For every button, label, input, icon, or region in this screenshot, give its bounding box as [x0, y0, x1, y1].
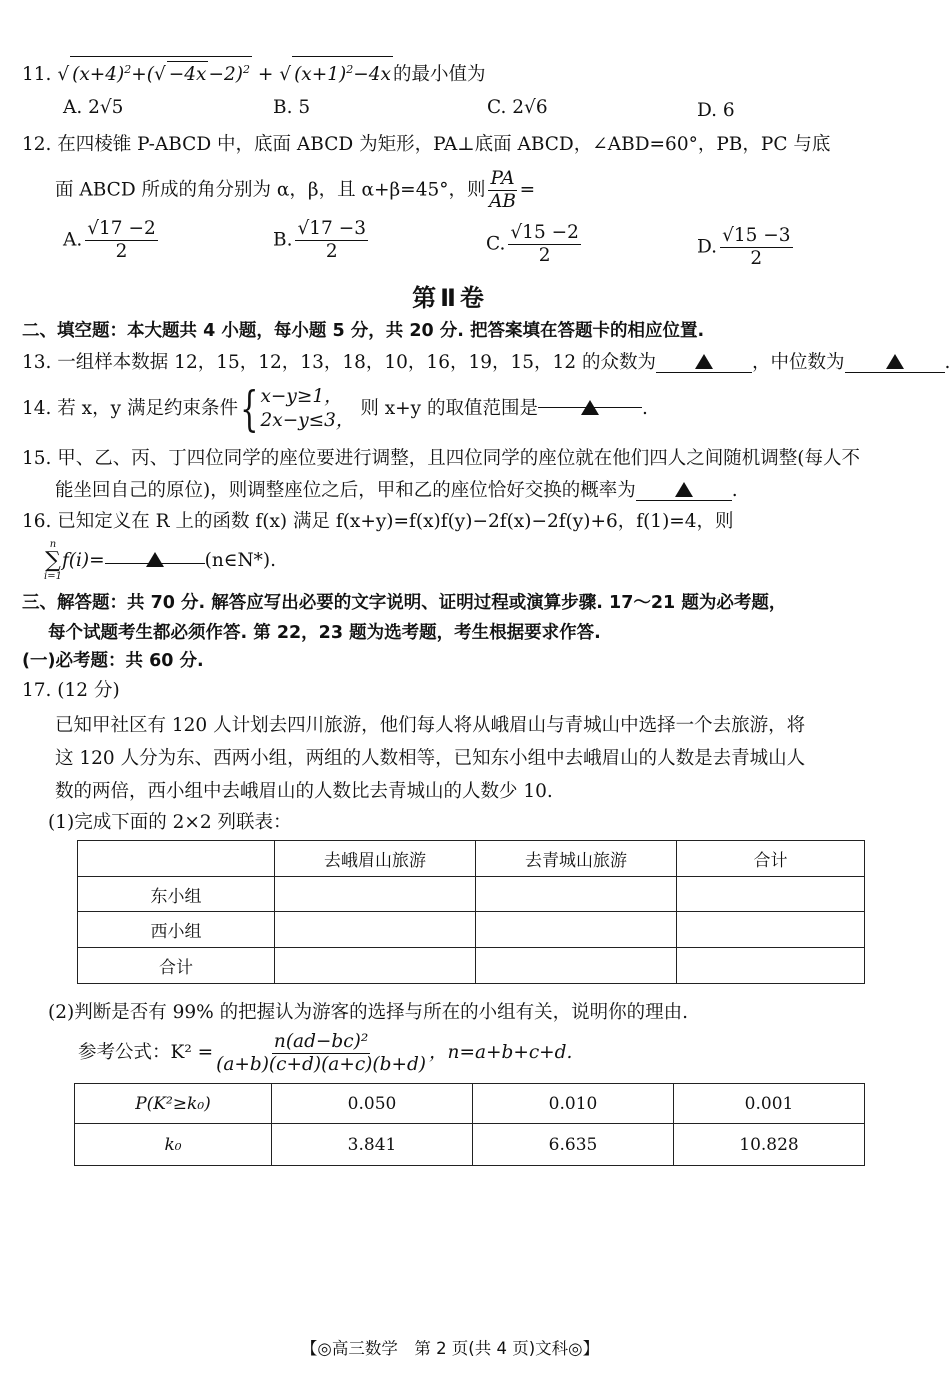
constraint-system: [261, 385, 355, 433]
triangle-icon: [675, 482, 693, 497]
q11-term-7: −4x: [353, 64, 391, 86]
question-17-sub-1: (1)完成下面的 2×2 列联表：: [48, 812, 292, 833]
answer-blank: [636, 478, 732, 501]
table-cell: [677, 912, 865, 948]
option-den: 2: [115, 241, 128, 262]
table-header-cell: 去峨眉山旅游: [275, 841, 476, 877]
answer-blank: [656, 350, 752, 373]
question-16-line-1: 16. 已知定义在 R 上的函数 f(x) 满足 f(x+y)=f(x)f(y)−2f(x)−2f(y)+6，f(1)=4，则: [22, 511, 734, 532]
question-13: [22, 350, 950, 376]
brace-icon: {: [240, 381, 259, 437]
row-label: P(K²≥k₀): [75, 1084, 272, 1124]
option-den: 2: [538, 245, 551, 266]
formula-label: 参考公式：K² =: [78, 1042, 214, 1063]
fill-in-heading: 二、填空题：本大题共 4 小题，每小题 5 分，共 20 分. 把答案填在答题卡的相应位置.: [22, 321, 705, 341]
question-number: 11.: [22, 64, 52, 86]
table-header-cell: 合计: [677, 841, 865, 877]
formula-den: (a+b)(c+d)(a+c)(b+d): [216, 1053, 427, 1075]
table-header-row: [78, 841, 865, 877]
table-cell: [275, 912, 476, 948]
required-heading: (一)必考题：共 60 分.: [22, 651, 204, 671]
constraint-1: x−y≥1，: [260, 386, 343, 407]
table-row: [78, 948, 865, 984]
answer-heading-line-2: 每个试题考生都必须作答. 第 22，23 题为选考题，考生根据要求作答.: [48, 623, 601, 643]
table-cell: 3.841: [272, 1124, 473, 1166]
question-15-line-2: [55, 478, 738, 504]
table-cell: 0.010: [473, 1084, 674, 1124]
table-cell: [275, 877, 476, 912]
table-cell: [275, 948, 476, 984]
q13-text-b: ，中位数为: [751, 352, 845, 373]
sum-upper: n: [49, 539, 57, 550]
option-num: √15 −2: [510, 222, 579, 243]
q14-end: .: [641, 398, 648, 419]
q11-term-6: (x+1): [294, 64, 347, 86]
q12-frac-den: AB: [489, 191, 517, 212]
q12-frac-num: PA: [490, 168, 515, 189]
option-num: √15 −3: [722, 225, 791, 246]
answer-blank: [845, 350, 945, 373]
table-header-cell: 去青城山旅游: [476, 841, 677, 877]
q15-text: 能坐回自己的原位)，则调整座位之后，甲和乙的座位恰好交换的概率为: [55, 480, 636, 501]
table-row: [75, 1124, 865, 1166]
q11-option-c: C. 2√6: [487, 97, 548, 118]
q13-end: .: [944, 352, 950, 373]
question-15-line-1: 15. 甲、乙、丙、丁四位同学的座位要进行调整，且四位同学的座位就在他们四人之间随机调整(每人不: [22, 448, 861, 469]
row-label: 西小组: [78, 912, 275, 948]
option-den: 2: [325, 241, 338, 262]
question-12-line-1: 12. 在四棱锥 P-ABCD 中，底面 ABCD 为矩形，PA⊥底面 ABCD，∠ABD=60°，PB，PC 与底: [22, 134, 831, 155]
table-cell: [476, 912, 677, 948]
q14-text-b: 则 x+y 的取值范围是: [360, 398, 538, 419]
row-label: k₀: [75, 1124, 272, 1166]
table-cell: 10.828: [674, 1124, 865, 1166]
question-17-para-1: 已知甲社区有 120 人计划去四川旅游，他们每人将从峨眉山与青城山中选择一个去旅游，将: [55, 715, 806, 736]
q14-text-a: 14. 若 x，y 满足约束条件: [22, 398, 238, 419]
option-num: √17 −3: [297, 218, 366, 239]
sum-term: f(i)=: [61, 550, 105, 571]
constraint-2: 2x−y≤3，: [260, 410, 355, 431]
table-row: [78, 912, 865, 948]
row-label: 东小组: [78, 877, 275, 912]
table-cell: 0.001: [674, 1084, 865, 1124]
triangle-icon: [146, 552, 164, 567]
q12-option-c: [486, 222, 584, 267]
answer-heading-line-1: 三、解答题：共 70 分. 解答应写出必要的文字说明、证明过程或演算步骤. 17～21 题为必考题，: [22, 593, 787, 613]
formula-num: n(ad−bc)²: [273, 1030, 369, 1052]
triangle-icon: [695, 354, 713, 369]
option-label: C.: [486, 233, 506, 255]
q11-term-4: −2): [208, 64, 243, 86]
option-den: 2: [750, 248, 763, 269]
table-cell: 6.635: [473, 1124, 674, 1166]
q11-tail: 的最小值为: [392, 64, 486, 86]
q11-option-b: B. 5: [273, 97, 311, 118]
q15-end: .: [731, 480, 738, 501]
table-cell: [677, 877, 865, 912]
q16-tail: (n∈N*).: [204, 550, 277, 571]
q11-option-a: A. 2√5: [63, 97, 124, 118]
q12-fraction: [488, 168, 516, 213]
triangle-icon: [581, 400, 599, 415]
q12-option-d: [697, 225, 796, 270]
answer-blank: [538, 385, 642, 408]
reference-formula: [78, 1030, 572, 1076]
table-row: [75, 1084, 865, 1124]
q11-term-2: +(: [131, 64, 154, 86]
question-17-para-2: 这 120 人分为东、西两小组，两组的人数相等，已知东小组中去峨眉山的人数是去青城山人: [55, 748, 806, 769]
q12-option-a: [63, 218, 161, 263]
q13-text-a: 13. 一组样本数据 12，15，12，13，18，10，16，19，15，12 的众数为: [22, 352, 656, 373]
formula-fraction: [216, 1031, 426, 1076]
contingency-table: [77, 840, 865, 984]
critical-value-table: [74, 1083, 865, 1166]
q11-plus: +: [257, 64, 274, 86]
summation-icon: [44, 540, 62, 582]
page-footer: 【◎高三数学 第 2 页(共 4 页)文科◎】: [300, 1339, 600, 1358]
sum-lower: i=1: [44, 571, 62, 582]
triangle-icon: [886, 354, 904, 369]
q12-equals: =: [519, 179, 536, 201]
table-header-cell: [78, 841, 275, 877]
question-11: 11. √ $(x+4)^2+(√ -4x -2)^2$ + √ $(x+1)^2-4x$ 的最小值为: [22, 56, 485, 88]
question-17-para-3: 数的两倍，西小组中去峨眉山的人数比去青城山的人数少 10.: [55, 781, 553, 802]
table-row: [78, 877, 865, 912]
option-label: A.: [63, 229, 83, 251]
question-17-sub-2: (2)判断是否有 99% 的把握认为游客的选择与所在的小组有关，说明你的理由.: [48, 1002, 688, 1023]
option-label: B.: [273, 229, 293, 251]
table-cell: [476, 877, 677, 912]
option-num: √17 −2: [87, 218, 156, 239]
option-label: D.: [697, 236, 718, 258]
question-14: [22, 381, 648, 437]
table-cell: [677, 948, 865, 984]
sum-sign: ∑: [45, 548, 61, 573]
table-cell: [476, 948, 677, 984]
row-label: 合计: [78, 948, 275, 984]
q11-term-3: −4x: [168, 64, 207, 86]
answer-blank: [105, 541, 205, 564]
q12-text: 面 ABCD 所成的角分别为 α，β，且 α+β=45°，则: [55, 179, 486, 201]
q11-option-d: D. 6: [697, 100, 735, 121]
table-cell: 0.050: [272, 1084, 473, 1124]
question-16-line-2: [44, 540, 276, 582]
question-17-header: 17. (12 分): [22, 680, 120, 701]
q11-term-1: (x+4): [72, 64, 125, 86]
question-12-line-2: [55, 168, 535, 213]
formula-tail: ，n=a+b+c+d.: [429, 1042, 573, 1063]
q12-option-b: [273, 218, 371, 263]
section-title: 第Ⅱ卷: [412, 284, 488, 312]
